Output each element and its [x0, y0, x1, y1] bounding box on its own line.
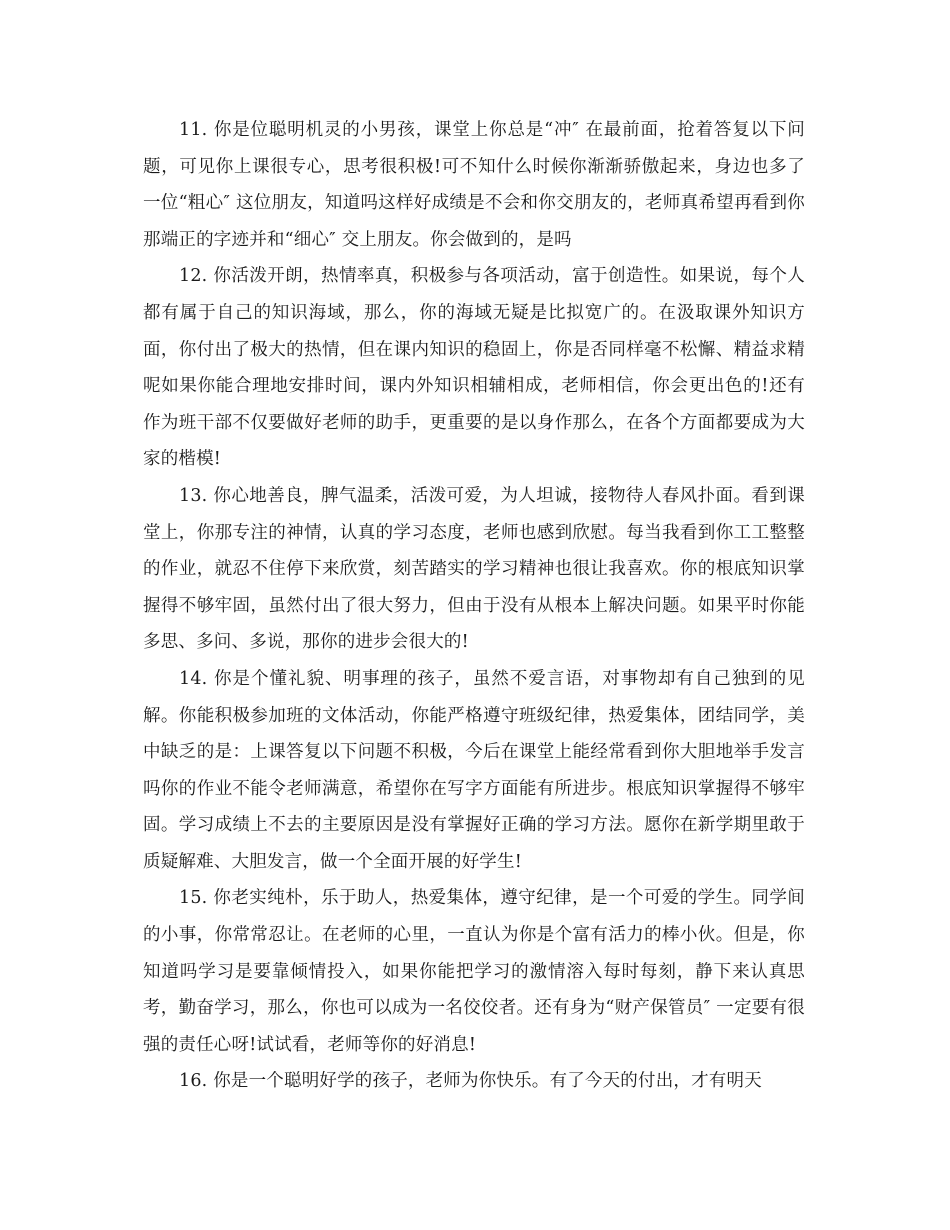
- document-body: [143, 112, 805, 1100]
- paragraph-12: 12. 你活泼开朗，热情率真，积极参与各项活动，富于创造性。如果说，每个人都有属于自己的知识海域，那么，你的海域无疑是比拟宽广的。在汲取课外知识方面，你付出了极大的热情，但在课内知识的稳固上，你是否同样毫不松懈、精益求精呢如果你能合理地安排时间，课内外知识相辅相成，老师相信，你会更出色的!还有作为班干部不仅要做好老师的助手，更重要的是以身作那么，在各个方面都要成为大家的楷模!: [143, 266, 805, 470]
- paragraph-16: 16. 你是一个聪明好学的孩子，老师为你快乐。有了今天的付出，才有明天: [179, 1071, 762, 1092]
- paragraph-15: 15. 你老实纯朴，乐于助人，热爱集体，遵守纪律，是一个可爱的学生。同学间的小事，你常常忍让。在老师的心里，一直认为你是个富有活力的棒小伙。但是，你知道吗学习是要靠倾情投入，如果你能把学习的激情溶入每时每刻，静下来认真思考，勤奋学习，那么，你也可以成为一名佼佼者。还有身为“财产保管员″ 一定要有很强的责任心呀!试试看，老师等你的好消息!: [143, 888, 805, 1055]
- paragraph-11: 11. 你是位聪明机灵的小男孩，课堂上你总是“冲″ 在最前面，抢着答复以下问题，可见你上课很专心，思考很积极!可不知什么时候你渐渐骄傲起来，身边也多了一位“粗心″ 这位朋友，知道吗这样好成绩是不会和你交朋友的，老师真希望再看到你那端正的字迹并和“细心″ 交上朋友。你会做到的，是吗: [143, 120, 805, 250]
- paragraph-13: 13. 你心地善良，脾气温柔，活泼可爱，为人坦诚，接物待人春风扑面。看到课堂上，你那专注的神情，认真的学习态度，老师也感到欣慰。每当我看到你工工整整的作业，就忍不住停下来欣赏，刻苦踏实的学习精神也很让我喜欢。你的根底知识掌握得不够牢固，虽然付出了很大努力，但由于没有从根本上解决问题。如果平时你能多思、多问、多说，那你的进步会很大的!: [143, 485, 805, 653]
- paragraph-14: 14. 你是个懂礼貌、明事理的孩子，虽然不爱言语，对事物却有自己独到的见解。你能积极参加班的文体活动，你能严格遵守班级纪律，热爱集体，团结同学，美中缺乏的是：上课答复以下问题不积极，今后在课堂上能经常看到你大胆地举手发言吗你的作业不能令老师满意，希望你在写字方面能有所进步。根底知识掌握得不够牢固。学习成绩上不去的主要原因是没有掌握好正确的学习方法。愿你在新学期里敢于质疑解难、大胆发言，做一个全面开展的好学生!: [143, 668, 805, 872]
